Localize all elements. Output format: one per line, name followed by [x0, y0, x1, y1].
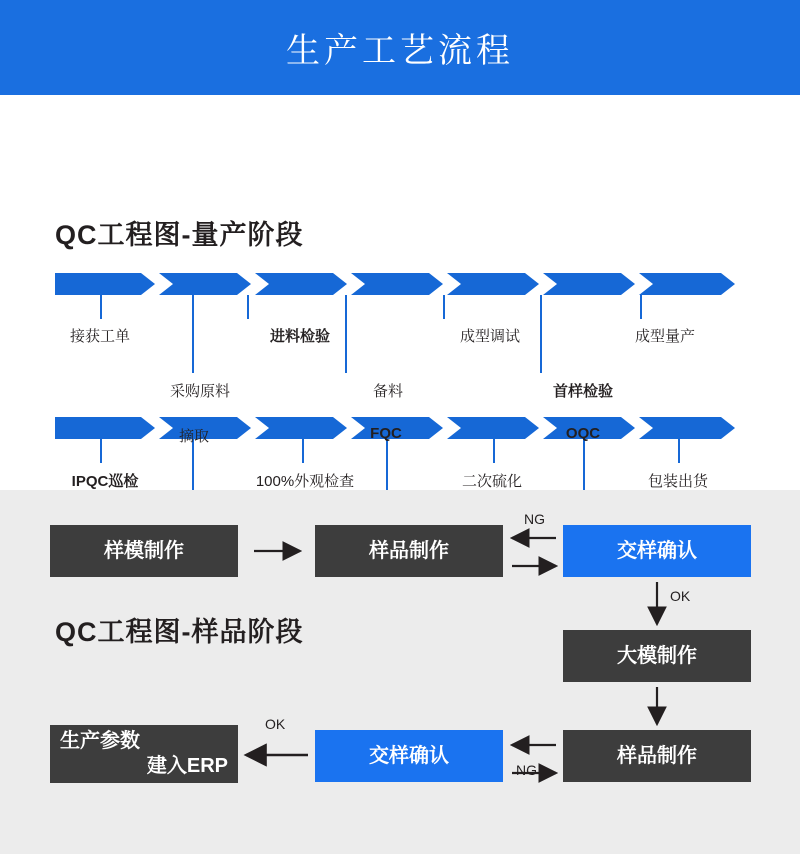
- box-sample-confirm-1[interactable]: 交样确认: [563, 525, 751, 577]
- node-label-molding-debug: 成型调试: [459, 328, 521, 345]
- mass-stage-row1-chevrons: [55, 273, 735, 295]
- chevron-segment: [55, 417, 155, 439]
- sample-stage-title: QC工程图-样品阶段: [55, 617, 304, 647]
- box-sample-make-2[interactable]: 样品制作: [563, 730, 751, 782]
- node-label-fqc: FQC: [370, 425, 402, 442]
- arrow-label-ng-bottom: NG: [516, 762, 537, 778]
- node-label-pick: 摘取: [178, 428, 210, 445]
- node-label-packing-shipment: 包装出货: [647, 473, 709, 490]
- chevron-segment: [351, 273, 443, 295]
- tick-line: [678, 439, 680, 463]
- chevron-segment: [447, 273, 539, 295]
- box-sample-mold[interactable]: 样模制作: [50, 525, 238, 577]
- node-label-molding-mass: 成型量产: [634, 328, 696, 345]
- page-header-banner: [0, 0, 800, 95]
- node-label-prepare-material: 备料: [372, 383, 404, 400]
- box-big-mold[interactable]: 大模制作: [563, 630, 751, 682]
- tick-line: [192, 295, 194, 373]
- tick-line: [640, 295, 642, 319]
- chevron-segment: [255, 273, 347, 295]
- box-erp-line1: 生产参数: [60, 730, 140, 752]
- box-sample-make-1[interactable]: 样品制作: [315, 525, 503, 577]
- tick-line: [540, 295, 542, 373]
- node-label-ipqc: IPQC巡检: [71, 473, 139, 490]
- tick-line: [345, 295, 347, 373]
- tick-line: [100, 439, 102, 463]
- chevron-segment: [159, 273, 251, 295]
- box-erp[interactable]: [50, 725, 238, 783]
- chevron-segment: [543, 273, 635, 295]
- node-label-appearance-check: 100%外观检查: [255, 473, 355, 490]
- node-label-receive-order: 接获工单: [69, 328, 131, 345]
- chevron-segment: [639, 273, 735, 295]
- arrow-label-ok-left: OK: [265, 716, 286, 732]
- tick-line: [443, 295, 445, 319]
- mass-stage-title: QC工程图-量产阶段: [55, 220, 304, 250]
- chevron-segment: [255, 417, 347, 439]
- arrow-label-ok-down: OK: [670, 588, 691, 604]
- chevron-segment: [447, 417, 539, 439]
- box-erp-line2: 建入ERP: [146, 755, 228, 777]
- node-label-purchase-material: 采购原料: [169, 383, 231, 400]
- tick-line: [493, 439, 495, 463]
- page-title: 生产工艺流程: [286, 32, 514, 70]
- box-sample-confirm-2[interactable]: 交样确认: [315, 730, 503, 782]
- node-label-incoming-inspection: 进料检验: [269, 328, 331, 345]
- arrow-label-ng-top: NG: [524, 511, 545, 527]
- node-label-second-vulcanization: 二次硫化: [461, 473, 523, 490]
- chevron-segment: [55, 273, 155, 295]
- node-label-oqc: OQC: [565, 425, 601, 442]
- chevron-segment: [639, 417, 735, 439]
- node-label-first-sample-inspection: 首样检验: [552, 383, 614, 400]
- tick-line: [302, 439, 304, 463]
- tick-line: [247, 295, 249, 319]
- tick-line: [100, 295, 102, 319]
